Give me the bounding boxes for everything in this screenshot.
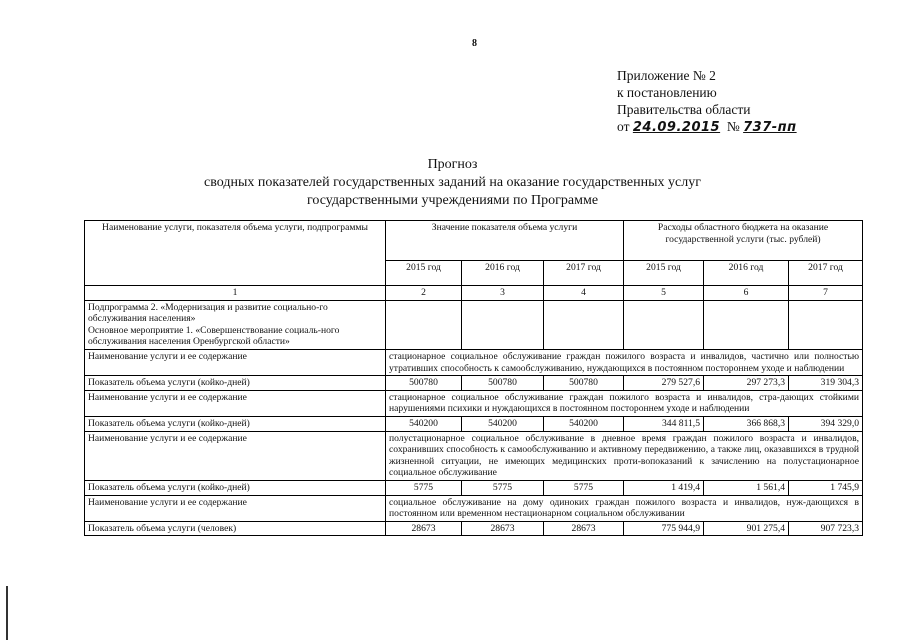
indicator-row [85, 480, 863, 495]
volume-value: 28673 [544, 521, 624, 536]
expense-value: 394 329,0 [789, 416, 863, 431]
volume-value: 5775 [544, 480, 624, 495]
indicator-row [85, 416, 863, 431]
service-description: стационарное социальное обслуживание граждан пожилого возраста и инвалидов, стра-дающих стойкими нарушениями психики и нуждающихся в постоянном постороннем уходе и наблюдении [386, 390, 863, 416]
expense-value: 319 304,3 [789, 376, 863, 391]
title-line-2: сводных показателей государственных заданий на оказание государственных услуг [204, 175, 701, 190]
service-label: Наименование услуги и ее содержание [85, 390, 386, 416]
scan-edge-mark [6, 586, 8, 640]
volume-value: 28673 [462, 521, 544, 536]
subprogram-cell [85, 300, 386, 349]
column-number: 3 [462, 286, 544, 301]
expense-value: 1 419,4 [624, 480, 704, 495]
service-row [85, 349, 863, 375]
from-label: от [617, 119, 630, 134]
service-label: Наименование услуги и ее содержание [85, 495, 386, 521]
appendix-date-line [617, 118, 797, 136]
year-cell: 2017 год [544, 261, 624, 286]
header-row [85, 221, 863, 261]
volume-value: 500780 [386, 376, 462, 391]
expense-value: 344 811,5 [624, 416, 704, 431]
service-description: стационарное социальное обслуживание граждан пожилого возраста и инвалидов, частично или полностью утративших способность к самообслуживанию, нуждающихся в постоянном постороннем уходе и наблюдении [386, 349, 863, 375]
indicator-label: Показатель объема услуги (койко-дней) [85, 416, 386, 431]
header-volume: Значение показателя объема услуги [386, 221, 624, 261]
expense-value: 1 561,4 [704, 480, 789, 495]
service-row [85, 495, 863, 521]
title-line-1: Прогноз [427, 157, 478, 172]
volume-value: 500780 [462, 376, 544, 391]
expense-value: 297 273,3 [704, 376, 789, 391]
volume-value: 540200 [462, 416, 544, 431]
service-description: полустационарное социальное обслуживание в дневное время граждан пожилого возраста и инвалидов, сохранивших способность к самообслуживанию и активному передвижению, а также лиц, оказавшихся в трудной жизненной ситуации, не имеющих медицинских проти-вопоказаний к зачислению на полустационарное социальное обслуживание [386, 431, 863, 480]
appendix-block [617, 67, 797, 136]
expense-value: 907 723,3 [789, 521, 863, 536]
appendix-line-3: Правительства области [617, 102, 751, 117]
service-row [85, 431, 863, 480]
year-cell: 2015 год [624, 261, 704, 286]
empty-cell [386, 300, 462, 349]
empty-cell [789, 300, 863, 349]
volume-value: 5775 [462, 480, 544, 495]
year-cell: 2016 год [462, 261, 544, 286]
empty-cell [544, 300, 624, 349]
number-label: № [726, 119, 740, 134]
volume-value: 28673 [386, 521, 462, 536]
expense-value: 366 868,3 [704, 416, 789, 431]
title-line-3: государственными учреждениями по Программе [306, 193, 599, 208]
handwritten-number: 737-пп [743, 120, 797, 135]
volume-value: 500780 [544, 376, 624, 391]
expense-value: 901 275,4 [704, 521, 789, 536]
handwritten-date: 24.09.2015 [632, 120, 721, 135]
volume-value: 540200 [544, 416, 624, 431]
appendix-line-1: Приложение № 2 [617, 68, 716, 83]
volume-value: 540200 [386, 416, 462, 431]
document-title [0, 156, 905, 210]
indicator-row [85, 376, 863, 391]
volume-value: 5775 [386, 480, 462, 495]
empty-cell [624, 300, 704, 349]
expense-value: 775 944,9 [624, 521, 704, 536]
year-cell: 2015 год [386, 261, 462, 286]
empty-cell [704, 300, 789, 349]
indicator-label: Показатель объема услуги (человек) [85, 521, 386, 536]
main-activity-title: Основное мероприятие 1. «Совершенствование социаль-ного обслуживания населения Оренбургской области» [88, 324, 340, 348]
page-number: 8 [472, 38, 477, 49]
column-number: 2 [386, 286, 462, 301]
column-number: 6 [704, 286, 789, 301]
column-number: 7 [789, 286, 863, 301]
indicator-row [85, 521, 863, 536]
header-expenses: Расходы областного бюджета на оказание государственной услуги (тыс. рублей) [624, 221, 863, 261]
expense-value: 1 745,9 [789, 480, 863, 495]
header-name: Наименование услуги, показателя объема услуги, подпрограммы [85, 221, 386, 286]
forecast-table [84, 220, 863, 536]
year-cell: 2016 год [704, 261, 789, 286]
column-number: 5 [624, 286, 704, 301]
service-row [85, 390, 863, 416]
service-label: Наименование услуги и ее содержание [85, 349, 386, 375]
subprogram-title: Подпрограмма 2. «Модернизация и развитие социально-го обслуживания населения» [88, 301, 328, 325]
service-label: Наименование услуги и ее содержание [85, 431, 386, 480]
year-cell: 2017 год [789, 261, 863, 286]
service-description: социальное обслуживание на дому одиноких граждан пожилого возраста и инвалидов, нуж-дающихся в постоянном или временном нестационарном социальном обслуживании [386, 495, 863, 521]
empty-cell [462, 300, 544, 349]
column-number-row [85, 286, 863, 301]
indicator-label: Показатель объема услуги (койко-дней) [85, 376, 386, 391]
indicator-label: Показатель объема услуги (койко-дней) [85, 480, 386, 495]
expense-value: 279 527,6 [624, 376, 704, 391]
subprogram-row [85, 300, 863, 349]
column-number: 1 [85, 286, 386, 301]
appendix-line-2: к постановлению [617, 85, 717, 100]
column-number: 4 [544, 286, 624, 301]
